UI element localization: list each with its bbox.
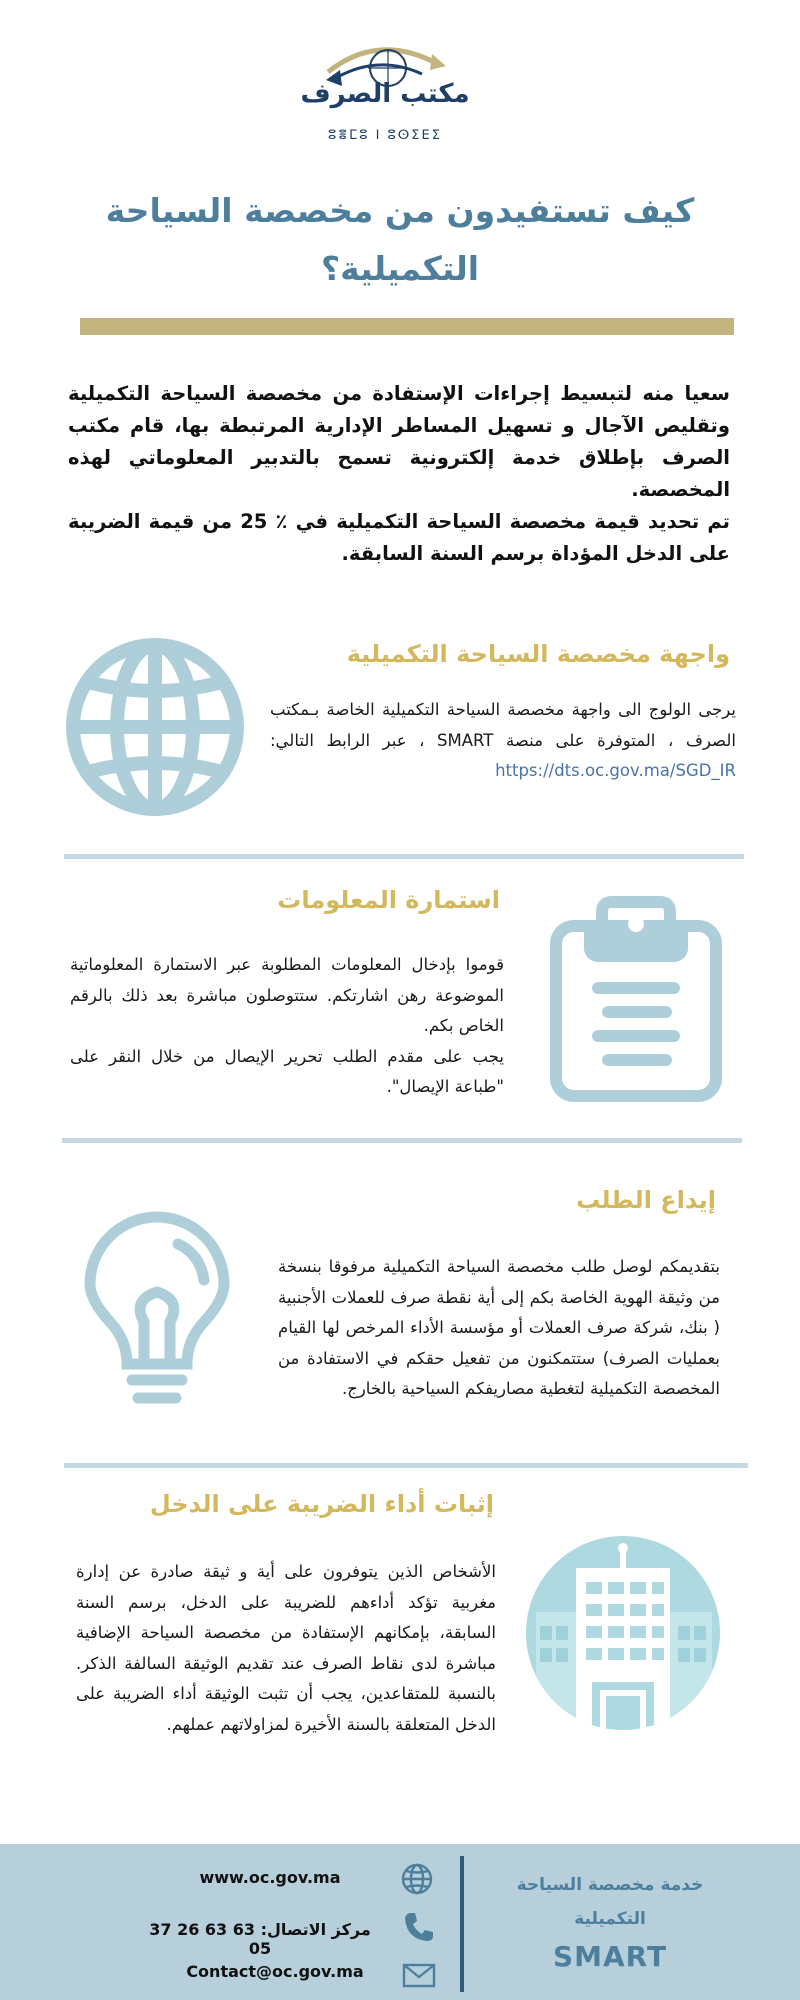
section-body-form xyxy=(70,950,504,1103)
section-divider xyxy=(64,854,744,859)
intro-text-2: تم تحديد قيمة مخصصة السياحة التكميلية في ٪ 25 من قيمة الضريبة على الدخل المؤداة برسم السنة السابقة. xyxy=(68,510,730,565)
lightbulb-icon xyxy=(82,1214,232,1414)
section-body-interface xyxy=(270,695,736,787)
footer-smart-label: SMART xyxy=(552,1940,668,1973)
envelope-icon xyxy=(402,1958,436,1992)
phone-icon xyxy=(402,1910,436,1944)
globe-icon xyxy=(64,636,246,818)
section-heading-form: استمارة المعلومات xyxy=(277,886,500,914)
intro-paragraph xyxy=(68,378,730,570)
section-heading-tax-proof: إثبات أداء الضريبة على الدخل xyxy=(149,1490,494,1518)
logo-tifinagh-subtitle: ⵓⴻⵎⵓ ⵏ ⵓⵙⵉⴹⵉ xyxy=(328,128,442,143)
logo-emblem xyxy=(300,38,470,122)
footer-service-line-1: خدمة مخصصة السياحة xyxy=(516,1875,704,1895)
smart-platform-link[interactable]: https://dts.oc.gov.ma/SGD_IR xyxy=(495,761,736,780)
footer-website-link[interactable]: www.oc.gov.ma xyxy=(199,1868,341,1887)
section-body-tax-proof: الأشخاص الذين يتوفرون على أية و ثيقة صادرة عن إدارة مغربية تؤكد أداءهم للضريبة على الدخل، برسم السنة السابقة، بإمكانهم الإستفادة من مخصصة السياحة الإضافية مباشرة لدى نقاط الصرف عند تقديم الوثيقة السالفة الذكر. بالنسبة للمتقاعدين، يجب أن تثبت الوثيقة أداء الضريبة على الدخل المتعلقة بالسنة الأخيرة لمزاولاتهم عملهم. xyxy=(76,1562,496,1734)
clipboard-icon xyxy=(548,896,724,1102)
building-icon xyxy=(526,1536,720,1730)
section-divider xyxy=(64,1463,748,1468)
footer-service-name xyxy=(490,1868,730,1936)
interface-text: يرجى الولوج الى واجهة مخصصة السياحة التكميلية الخاصة بـمكتب الصرف ، المتوفرة على منصة SMART ، عبر الرابط التالي: xyxy=(270,700,736,750)
title-underline-bar xyxy=(80,318,734,335)
footer-phone-number: مركز الاتصال: 63 63 26 37 05 xyxy=(149,1920,371,1958)
globe-icon xyxy=(400,1862,434,1896)
section-body-submit: بتقديمكم لوصل طلب مخصصة السياحة التكميلية مرفوقا بنسخة من وثيقة الهوية الخاصة بكم إلى أية نقطة صرف للعملات الأجنبية ( بنك، شركة صرف العملات أو مؤسسة الأداء المرخص لها القيام بعمليات الصرف) ستتمكنون من تفعيل حقكم في الاستفادة من المخصصة التكميلية لتغطية مصاريفكم السياحية بالخارج. xyxy=(278,1257,720,1398)
page-title: كيف تستفيدون من مخصصة السياحة التكميلية؟ xyxy=(105,191,695,288)
logo-name: مكتب الصرف xyxy=(300,79,470,109)
office-des-changes-logo xyxy=(300,38,470,122)
intro-text-1: سعيا منه لتبسيط إجراءات الإستفادة من مخصصة السياحة التكميلية وتقليص الآجال و تسهيل المساطر الإدارية المرتبطة بها، قام مكتب الصرف بإطلاق خدمة إلكترونية تسمح بالتدبير المعلوماتي لهذه المخصصة. xyxy=(68,382,730,501)
footer-service-line-2: التكميلية xyxy=(574,1909,646,1929)
form-receipt-text: يجب على مقدم الطلب تحرير الإيصال من خلال النقر على "طباعة الإيصال". xyxy=(70,1046,504,1096)
form-text: قوموا بإدخال المعلومات المطلوبة عبر الاستمارة المعلوماتية الموضوعة رهن اشارتكم. ستتوصلون مباشرة بعد ذلك بالرقم الخاص بكم. xyxy=(70,955,504,1035)
footer-vertical-divider xyxy=(460,1856,464,1992)
footer-email-link[interactable]: Contact@oc.gov.ma xyxy=(186,1962,364,1981)
section-heading-submit: إيداع الطلب xyxy=(576,1186,716,1214)
section-divider xyxy=(62,1138,742,1143)
section-heading-interface: واجهة مخصصة السياحة التكميلية xyxy=(346,640,730,668)
